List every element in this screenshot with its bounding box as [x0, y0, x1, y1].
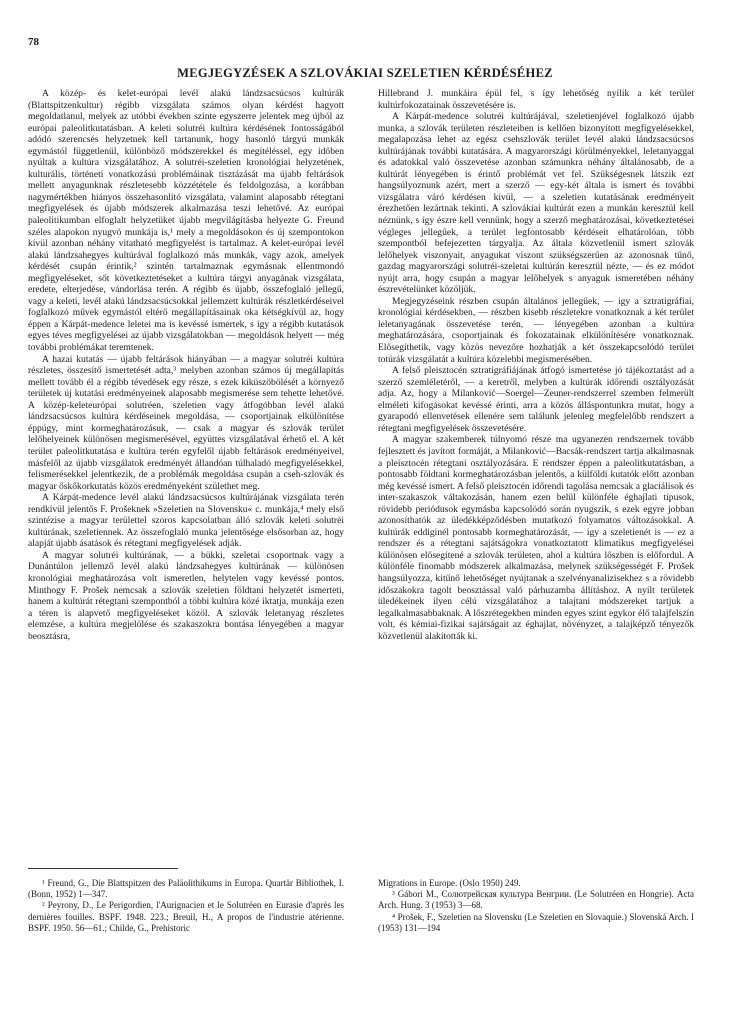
left-column — [28, 88, 344, 642]
paragraph: A közép- és kelet-európai levél alakú lándzsacsúcsos kultúrák (Blattspitzenkultur) régibb vizsgálata számos olyan kérdést hagyott megoldatlanul, melyek az utóbbi években szinte egyszerre jelentek meg újból az európai paleolitkutatásban. A keleti solutréi kultúra kérdésének fontosságából adódó szerencsés helyzetnek kell tartanunk, hogy hasonló tárgyú munkák egymástól függetlenül, különböző módszerekkel és megítéléssel, egy időben nyúltak a kultúra vizsgálatához. A solutréi-szeletien kronológiai helyzetének, kulturális, történeti vonatkozású problémáinak tisztázását ma újabb feltárások mellett anyagunknak részletesebb közzététele és feldolgozása, a korábban nagymértékben hiányos összehasonlító vizsgálata, valamint alaposabb rétegtani megfigyelések és újabb módszerek alkalmazása teszi lehetővé. Az európai paleolitikumban elfoglalt helyzetüket újabb megvilágításba helyezte G. Freund széles alapokon nyugvó munkája is,¹ mely a megoldásokon és új szempontokon kívül azonban néhány vitatható megfigyelést is tartalmaz. A kelet-európai levél alakú lándzsahegyes kultúrával foglalkozó más munkák, vagy azok, amelyek kérdését csupán érintik,² szintén tartalmaznak egymásnak ellentmondó megfigyeléseket, sőt következtetéseket a kultúra tárgyi anyagának vizsgálata, eredete, elterjedése, vándorlása terén. A régibb és újabb, összefoglaló jellegű, vagy a keleti, levél alakú lándzsacsúcsokkal jellemzett kultúrák részletkérdéseivel foglalkozó művek egymástól eltérő megállapításainak oka kétségkívül az, hogy éppen a Kárpát-medence leletei ma is kevéssé ismertek, s így a régibb kutatások egyes téves megfigyelései az újabb vizsgálatokban — megoldások helyett — még további problémákat teremtenek. — [28, 88, 344, 354]
footnote-divider — [28, 868, 178, 869]
right-column — [378, 88, 694, 642]
paragraph: A felső pleisztocén sztratigráfiájának átfogó ismertetése jó tájékoztatást ad a szerző szemléletéről, — a keretről, melyben a kultúrák időrendi osztályozását adja. Az, hogy a Milanković—Soergel—Zeuner-rendszerrel szemben felmerült elméleti kifogásokat kevéssé érinti, arra a közös álláspontunkra mutat, hogy a gyarapodó ellenvetések ellenére sem találunk jelenleg megfelelőbb rendszert a rétegtani megfigyelések összevetésére. — [378, 365, 694, 434]
paragraph: A magyar szakemberek túlnyomó része ma ugyanezen rendszernek tovább fejlesztett és javított formáját, a Milanković—Bacsák-rendszert tartja alkalmasnak a pleisztocén rétegtani osztályozására. E rendszer éppen a paleolitkutatásban, a pontosabb földtani kormeghatározásban jelentős, a külföldi kutatók előtt azonban még kevéssé ismert. A felső pleisztocén időrendi tagolása nemcsak a glaciálisok és inter-szakaszok váltakozásán, hanem ezen belül különféle éghajlati típusok, rövidebb periódusok egymásba kapcsolódó során nyugszik, s ezek egyre jobban azonosíthatók az üledékképződésben mutatkozó folyamatos változásokkal. A kultúrák eddiginél pontosabb kormeghatározását, — így a szeletienét is — ez a rendszer és a rétegtani sajátságokra vonatkoztatott klimatikus megfigyelései különösen elősegítené a szlovák területen, ahol a kultúra lőszben is előfordul. A különféle finomabb módszerek alkalmazása, melynek szükségességét F. Prošek hangsúlyozza, kitűnő lehetőséget nyújtanak a szelvényanalizisekhez s a rövidebb időszakokra tagolt beosztással való párhuzamba állításhoz. A nyílt területek üledékeinek ilyen célú vizsgálatához a talajtani módszereket tartjuk a legalkalmasabbaknak. A lőszrétegekben minden egyes szint egykor élő talajfelszín volt, és kémiai-fizikai sajátságait az éghajlat, növényzet, a talajképző tényezők közvetlenül alakították ki. — [378, 434, 695, 642]
paragraph: Megjegyzéseink részben csupán általános jellegűek, — így a sztratigráfiai, kronológiai kérdésekben, — részben kisebb részletekre vonatkoznak a két terület leletanyagának összevetése terén, — lényegében azonban a kultúra meghatározására, csoportjainak és fokozatainak elkülönítésére vonatkoznak. Elősegíthetik, vagy közös nevezőre hozhatják a két összekapcsolódó terület totúrák vizsgálatát a kultúra közelebbi megismerésében. — [378, 295, 694, 365]
footnotes-right — [378, 878, 694, 934]
footnote: ⁴ Prošek, F., Szeletien na Slovensku (Le Szeletien en Slovaquie.) Slovenská Arch. I (1953) 131—194 — [378, 911, 694, 933]
footnote: ² Peyrony, D., Le Perigordien, l'Aurignacien et le Solutréen en Eurasie d'après les dernières fouilles. BSPF. 1948. 223.; Breuil, H., A propos de l'industrie atérienne. BSPF. 1950. 56—61.; Childe, G., Prehistoric — [28, 900, 344, 933]
footnote: ¹ Freund, G., Die Blattspitzen des Paläolithikums in Europa. Quartär Bibliothek, I. (Bonn, 1952) 1—347. — [28, 878, 344, 900]
paragraph: A Kárpát-medence solutréi kultúrájával, szeletienjével foglalkozó újabb munka, a szlovák területen részleteiben is kellően bizonyított megfigyelésekkel, megalapozása lehet az egész csehszlovák terület levél alakú lándzsacsúcsos kultúrájának további kutatására. A magyarországi körülményekkel, leletanyaggal és adatokkal való összevetése azonban számunkra néhány általánosabb, de a kultúrát lényegében is érintő problémát vet fel. Szükségesnek látszik ezt hangsúlyoznunk azért, mert a szerző — egy-két általa is ismert és további vizsgálatra váró kérdésen kívül, — a szeletien kutatásának eredményeit érezhetően lezártnak tekinti. A szlovákiai kultúrát ezen a munkán keresztül kell néznünk, s így észre kell vennünk, hogy a szerző meghatározásai, következtetései végleges jellegűek, a terület legfontosabb kérdéseit elhatárolóan, több szempontból befejezetten tárgyalja. Az általa közvetlenül ismert szlovák lelőhelyek viszonyait, anyagukat viszont szükségszerűen az azonosnak tűnő, gazdag magyarországi solutréi-szeletai kultúrán keresztül nézte, — és ez módot nyújt arra, hogy csupán a magyar lelőhelyek s anyaguk ismeretében néhány észrevételünket közöljük. — [378, 111, 694, 296]
paragraph: A Kárpát-medence levél alakú lándzsacsúcsos kultúrájának vizsgálata terén rendkívül jelentős F. Prošeknek »Szeletien na Slovensku« c. munkája,⁴ mely első szintézise a magyar területtel szoros kapcsolatban álló szlovák keleti solutréi kultúrának, szeletiennek. Az összefoglaló munka jelentősége elsősorban az, hogy alapját újabb ásatások és rétegtani megfigyelések adják. — [28, 492, 344, 550]
footnote: Migrations in Europe. (Oslo 1950) 249. — [378, 878, 521, 888]
article-title: MEGJEGYZÉSEK A SZLOVÁKIAI SZELETIEN KÉRDÉSÉHEZ — [177, 66, 553, 80]
footnotes-left — [28, 878, 344, 934]
paragraph: Hillebrand J. munkáira épül fel, s így lehetőség nyílik a két terület kultúrfokozatainak összevetésére is. — [378, 88, 694, 111]
paragraph: A magyar solutréi kultúrának, — a bükki, szeletai csoportnak vagy a Dunántúlon jellemző levél alakú lándzsahegyes kultúrának — különösen kronológiai meghatározása volt ismeretlen, helytelen vagy kevéssé pontos. Minthogy F. Prošek nemcsak a szlovák szeletien földtani helyzetét ismerteti, hanem a kultúrát rétegtani szempontból a többi kultúra közé iktatja, munkája ezen a téren is alapvető megfigyeléseket közöl. A szlovák leletanyag részletes elemzése, a kultúra megjelölése és szakaszokra bontása lényegében a magyar beosztásra, — [28, 549, 344, 642]
paragraph: A hazai kutatás — újabb feltárások hiányában — a magyar solutréi kultúra részletes, összesítő ismertetését adta,³ melyben azonban számos új megállapítás mellett tovább él a régibb tévedések egy része, s ezek kiküszöbölését a környező területek új kutatási eredményeinek alaposabb megismerése sem tehette lehetővé. A közép-keleteurópai solutréen, szeletien vagy átfogóbban levél alakú lándzsacsúcsos kultúra kérdéseinek megoldása, — csoportjainak elkülönítése éppúgy, mint kormeghatározásuk, — csak a magyar és szlovák terület lelőhelyeinek különösen megismerésével, együttes vizsgálatával érhető el. A két terület paleolitkutatása e kultúra terén egyfelől újabb feltárások eredményeivel, másfelől az újabb vizsgálatok eredményét állandóan túlhaladó megfigyelésekkel, felismerésekkel jelentkezik, de a problémák megoldása csupán a cseh-szlovák és magyar őskőkorkutatás közös eredményeként születhet meg. — [28, 353, 344, 492]
footnote: ³ Gábori M., Солютрейская культура Венгрии. (Le Solutréen en Hongrie). Acta Arch. Hung. 3 (1953) 3—68. — [378, 889, 694, 911]
page-number: 78 — [28, 36, 39, 48]
